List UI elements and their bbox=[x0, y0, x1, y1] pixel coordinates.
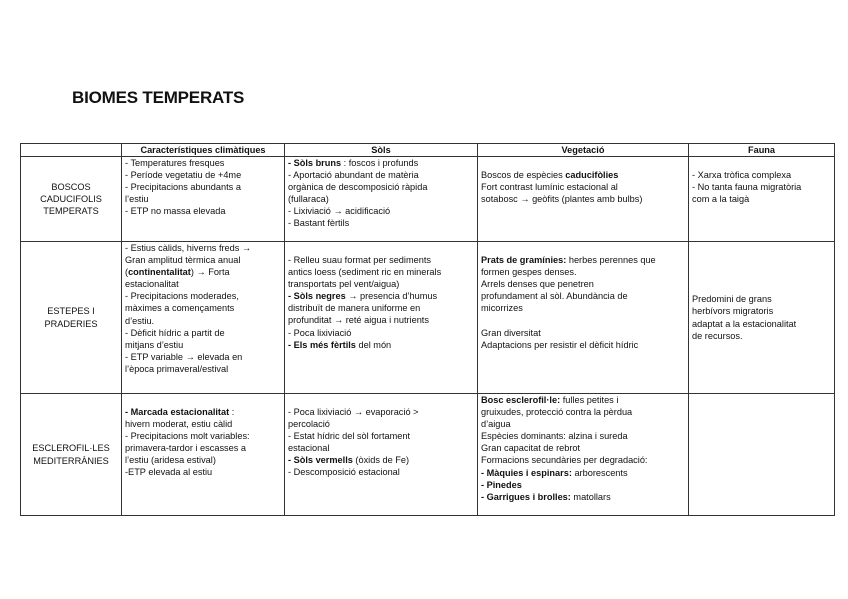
bold-term: - Pinedes bbox=[481, 479, 522, 490]
text: (òxids de Fe) bbox=[352, 455, 410, 466]
text: : bbox=[229, 407, 235, 417]
fauna-line: herbívors migratoris bbox=[692, 306, 774, 317]
clima-line: - Precipitacions moderades, bbox=[125, 291, 239, 302]
text: herbes perennes que bbox=[566, 255, 656, 265]
text: del món bbox=[355, 339, 392, 350]
veg-line: d’aigua bbox=[481, 419, 511, 430]
header-biome bbox=[21, 144, 122, 157]
sols-line bbox=[288, 157, 474, 169]
clima-line bbox=[125, 266, 281, 278]
veg-line: micorrizes bbox=[481, 303, 523, 314]
veg-line: Gran capacitat de rebrot bbox=[481, 443, 581, 454]
veg-line: gruixudes, protecció contra la pèrdua bbox=[481, 407, 633, 418]
veg-line bbox=[481, 479, 685, 491]
table-row bbox=[21, 394, 835, 516]
clima-cell bbox=[122, 157, 285, 242]
sols-line: - Poca lixiviació bbox=[288, 327, 352, 338]
fauna-cell bbox=[689, 242, 835, 394]
fauna-line: - Xarxa tròfica complexa bbox=[692, 170, 792, 180]
header-sols: Sòls bbox=[285, 144, 478, 157]
clima-line: - ETP variable → elevada en bbox=[125, 351, 243, 362]
sols-line: profunditat → reté aigua i nutrients bbox=[288, 315, 429, 326]
clima-line: -ETP elevada al estiu bbox=[125, 467, 213, 478]
sols-line: transportats pel vent/aigua) bbox=[288, 279, 400, 290]
fauna-line: com a la taigà bbox=[692, 194, 750, 205]
fauna-line: de recursos. bbox=[692, 330, 743, 341]
vegetacio-cell bbox=[478, 242, 689, 394]
veg-line: profundament al sòl. Abundància de bbox=[481, 291, 628, 302]
biome-name bbox=[21, 157, 122, 242]
sols-line: - Aportació abundant de matèria bbox=[288, 170, 419, 181]
bold-term: continentalitat bbox=[128, 267, 191, 278]
table-row bbox=[21, 157, 835, 242]
header-fauna: Fauna bbox=[689, 144, 835, 157]
clima-line: hivern moderat, estiu càlid bbox=[125, 419, 233, 430]
veg-line: Fort contrast lumínic estacional al bbox=[481, 182, 618, 193]
bold-term: - Sòls bruns bbox=[288, 158, 342, 168]
sols-cell bbox=[285, 157, 478, 242]
vegetacio-cell bbox=[478, 157, 689, 242]
sols-line bbox=[288, 339, 474, 351]
biome-line: ESCLEROFIL·LES bbox=[32, 443, 110, 454]
veg-line bbox=[481, 394, 685, 406]
veg-line bbox=[481, 254, 685, 266]
bold-term: - Màquies i espinars: bbox=[481, 467, 572, 478]
bold-term: - Els més fèrtils bbox=[288, 339, 356, 350]
sols-line bbox=[288, 454, 474, 466]
clima-line: primavera-tardor i escasses a bbox=[125, 443, 247, 454]
bold-term: - Sòls negres bbox=[288, 291, 346, 302]
veg-line: sotabosc → geòfits (plantes amb bulbs) bbox=[481, 194, 643, 205]
sols-cell bbox=[285, 242, 478, 394]
biome-line: CADUCIFOLIS bbox=[40, 193, 102, 204]
clima-cell bbox=[122, 242, 285, 394]
table-row bbox=[21, 242, 835, 394]
bold-term: - Marcada estacionalitat bbox=[125, 407, 230, 417]
bold-term: Bosc esclerofil·le: bbox=[481, 395, 561, 405]
biome-line: PRADERIES bbox=[44, 318, 98, 329]
veg-line: Adaptacions per resistir el dèficit hídric bbox=[481, 339, 639, 350]
sols-line: - Estat hídric del sòl fortament bbox=[288, 431, 411, 442]
clima-line: màximes a començaments bbox=[125, 303, 235, 314]
biome-line: TEMPERATS bbox=[43, 206, 99, 217]
veg-line bbox=[481, 467, 685, 479]
clima-line: l’època primaveral/estival bbox=[125, 363, 229, 374]
veg-line: formen gespes denses. bbox=[481, 267, 577, 278]
clima-line: - Precipitacions molt variables: bbox=[125, 431, 250, 442]
clima-line: Gran amplitud tèrmica anual bbox=[125, 255, 241, 266]
sols-line: orgànica de descomposició ràpida bbox=[288, 182, 428, 193]
page-title: BIOMES TEMPERATS bbox=[72, 88, 245, 107]
clima-line: estacionalitat bbox=[125, 279, 179, 290]
text: : foscos i profunds bbox=[341, 158, 419, 168]
biome-name bbox=[21, 394, 122, 516]
sols-line: - Relleu suau format per sediments bbox=[288, 255, 431, 265]
sols-line: - Descomposició estacional bbox=[288, 467, 400, 478]
fauna-cell bbox=[689, 394, 835, 516]
header-clima: Característiques climàtiques bbox=[122, 144, 285, 157]
clima-line: d’estiu. bbox=[125, 315, 155, 326]
header-row bbox=[21, 144, 835, 157]
bold-term: caducifòlies bbox=[565, 170, 619, 180]
text: arborescents bbox=[571, 467, 628, 478]
veg-line: Arrels denses que penetren bbox=[481, 279, 594, 290]
clima-line: - Temperatures fresques bbox=[125, 158, 225, 168]
bold-term: - Garrigues i brolles: bbox=[481, 491, 571, 502]
sols-line: distribuït de manera uniforme en bbox=[288, 303, 421, 314]
biome-line: MEDITERRÀNIES bbox=[33, 455, 109, 466]
veg-line: Gran diversitat bbox=[481, 327, 541, 338]
fauna-line: - No tanta fauna migratòria bbox=[692, 182, 802, 193]
veg-line bbox=[481, 169, 685, 181]
clima-line: - ETP no massa elevada bbox=[125, 206, 226, 217]
clima-line: - Estius càlids, hiverns freds → bbox=[125, 243, 252, 253]
veg-line: Espècies dominants: alzina i sureda bbox=[481, 431, 628, 442]
fauna-cell bbox=[689, 157, 835, 242]
clima-line: - Període vegetatiu de +4me bbox=[125, 170, 242, 181]
clima-cell bbox=[122, 394, 285, 516]
sols-cell bbox=[285, 394, 478, 516]
biome-line: ESTEPES I bbox=[47, 306, 95, 317]
sols-line: percolació bbox=[288, 419, 330, 430]
clima-line bbox=[125, 406, 281, 418]
text: fulles petites i bbox=[560, 395, 619, 405]
vegetacio-cell bbox=[478, 394, 689, 516]
sols-line: - Lixiviació → acidificació bbox=[288, 206, 391, 217]
clima-line: l’estiu bbox=[125, 194, 149, 205]
biome-name bbox=[21, 242, 122, 394]
clima-line: - Dèficit hídric a partit de bbox=[125, 327, 225, 338]
sols-line: (fullaraca) bbox=[288, 194, 329, 205]
biomes-table bbox=[20, 143, 835, 516]
sols-line: - Bastant fèrtils bbox=[288, 218, 350, 229]
fauna-line: adaptat a la estacionalitat bbox=[692, 318, 797, 329]
clima-line: l’estiu (aridesa estival) bbox=[125, 455, 216, 466]
sols-line: estacional bbox=[288, 443, 330, 454]
veg-line bbox=[481, 491, 685, 503]
sols-line: - Poca lixiviació → evaporació > bbox=[288, 407, 419, 417]
text: → presencia d’humus bbox=[345, 291, 438, 302]
veg-line bbox=[481, 314, 685, 326]
header-vegetacio: Vegetació bbox=[478, 144, 689, 157]
clima-line: mitjans d’estiu bbox=[125, 339, 184, 350]
veg-line: Formacions secundàries per degradació: bbox=[481, 455, 648, 466]
clima-line: - Precipitacions abundants a bbox=[125, 182, 241, 193]
sols-line: antics loess (sediment ric en minerals bbox=[288, 267, 442, 278]
bold-term: - Sòls vermells bbox=[288, 455, 353, 466]
fauna-line: Predomini de grans bbox=[692, 294, 772, 305]
text: ( bbox=[125, 267, 129, 278]
text: ) → Forta bbox=[190, 267, 230, 278]
sols-line bbox=[288, 290, 474, 302]
text: matollars bbox=[570, 491, 611, 502]
text: Boscos de espècies bbox=[481, 170, 566, 180]
biome-line: BOSCOS bbox=[51, 181, 91, 192]
bold-term: Prats de gramínies: bbox=[481, 255, 567, 265]
